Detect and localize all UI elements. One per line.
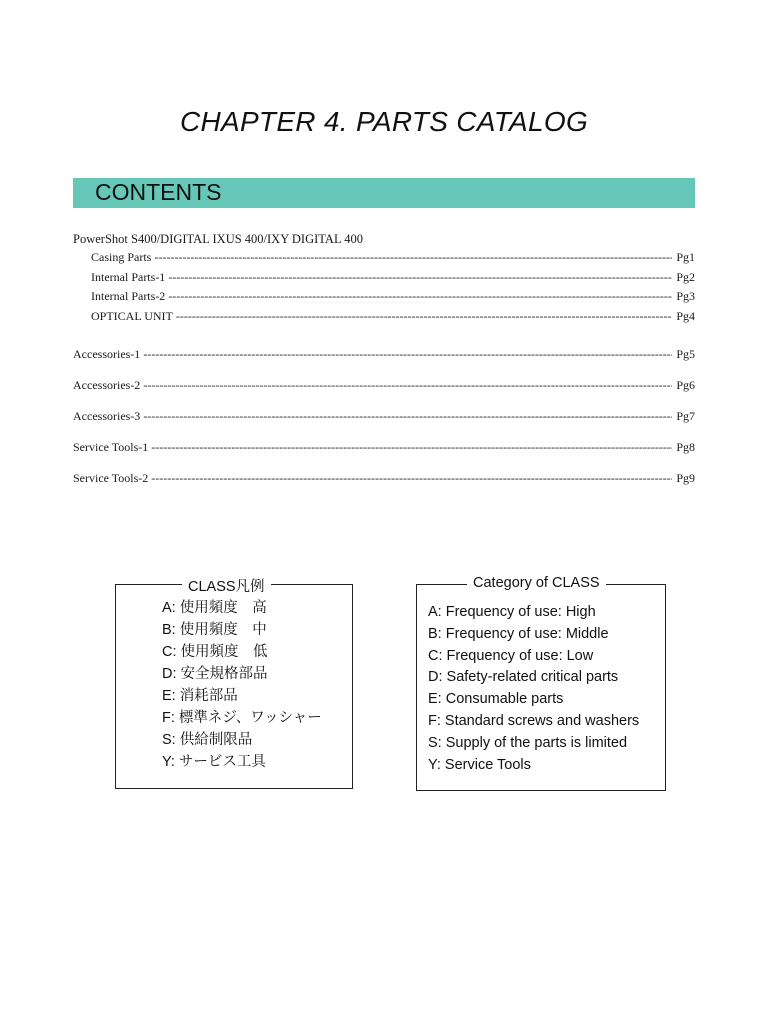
legend-list [162,597,322,773]
toc-entry-accessories-3[interactable] [73,409,695,425]
legend-item: S: Supply of the parts is limited [428,734,628,751]
legend-item: A: 使用頻度 高 [162,600,267,616]
toc-entry-label: Internal Parts-1 [91,269,166,284]
toc-entry-label: OPTICAL UNIT [91,308,173,323]
toc-entry-label: Accessories-1 [73,347,141,361]
toc-entry-casing-parts[interactable] [91,250,695,266]
toc-entry-internal-parts-1[interactable] [91,270,695,286]
legend-item: B: Frequency of use: Middle [428,625,609,642]
toc-leader [143,409,672,424]
legend-title: Category of CLASS [467,575,606,591]
toc-page-number: Pg5 [676,347,695,361]
legend-list [428,602,639,776]
toc-leader [151,471,672,486]
legend-item: E: 消耗部品 [162,688,238,704]
toc-entry-internal-parts-2[interactable] [91,289,695,305]
toc-entry-label: Service Tools-1 [73,440,149,454]
toc-entry-optical-unit[interactable] [91,309,695,325]
toc-page-number: Pg1 [676,250,695,264]
legend-item: F: Standard screws and washers [428,712,640,729]
toc-entry-label: Casing Parts [91,250,152,264]
legend-item: E: Consumable parts [428,691,564,708]
toc-entry-label: Service Tools-2 [73,471,149,485]
toc-entry-label: Accessories-2 [73,378,141,392]
toc-page-number: Pg7 [676,409,695,423]
toc-leader [151,440,672,455]
legend-item: Y: サービス工具 [162,754,266,770]
toc-entry-accessories-1[interactable] [73,347,695,363]
legend-item: C: Frequency of use: Low [428,647,594,664]
chapter-title: CHAPTER 4. PARTS CATALOG [179,106,589,137]
class-legend-english [416,575,666,791]
toc-page-number: Pg8 [676,440,695,454]
toc-page-number: Pg6 [676,378,695,392]
toc-page-number: Pg4 [676,308,695,323]
legend-item: S: 供給制限品 [162,732,253,748]
contents-banner [73,178,695,208]
toc-entry-service-tools-2[interactable] [73,471,695,487]
class-legend-japanese [115,579,353,789]
toc-entry-service-tools-1[interactable] [73,440,695,456]
legend-item: Y: Service Tools [428,756,531,773]
legend-item: D: Safety-related critical parts [428,669,619,686]
legend-item: F: 標準ネジ、ワッシャー [162,710,322,726]
toc-leader [168,289,672,304]
toc-entry-label: Accessories-3 [73,409,141,423]
toc-entry-label: Internal Parts-2 [91,289,166,303]
toc-entry-accessories-2[interactable] [73,378,695,394]
toc-leader [168,270,672,285]
legend-item: D: 安全規格部品 [162,666,268,682]
toc-leader [143,378,672,393]
legend-item: C: 使用頻度 低 [162,644,268,660]
toc-page-number: Pg3 [676,289,695,303]
legend-item: A: Frequency of use: High [428,604,596,620]
toc-leader [143,347,672,362]
contents-label: CONTENTS [95,179,222,205]
toc-heading: PowerShot S400/DIGITAL IXUS 400/IXY DIGITAL 400 [73,232,363,246]
toc-leader [176,309,672,324]
legend-item: B: 使用頻度 中 [162,622,267,638]
toc-leader [154,250,672,265]
toc-page-number: Pg9 [676,471,695,485]
legend-title: CLASS凡例 [182,575,271,596]
toc-page-number: Pg2 [676,269,695,284]
